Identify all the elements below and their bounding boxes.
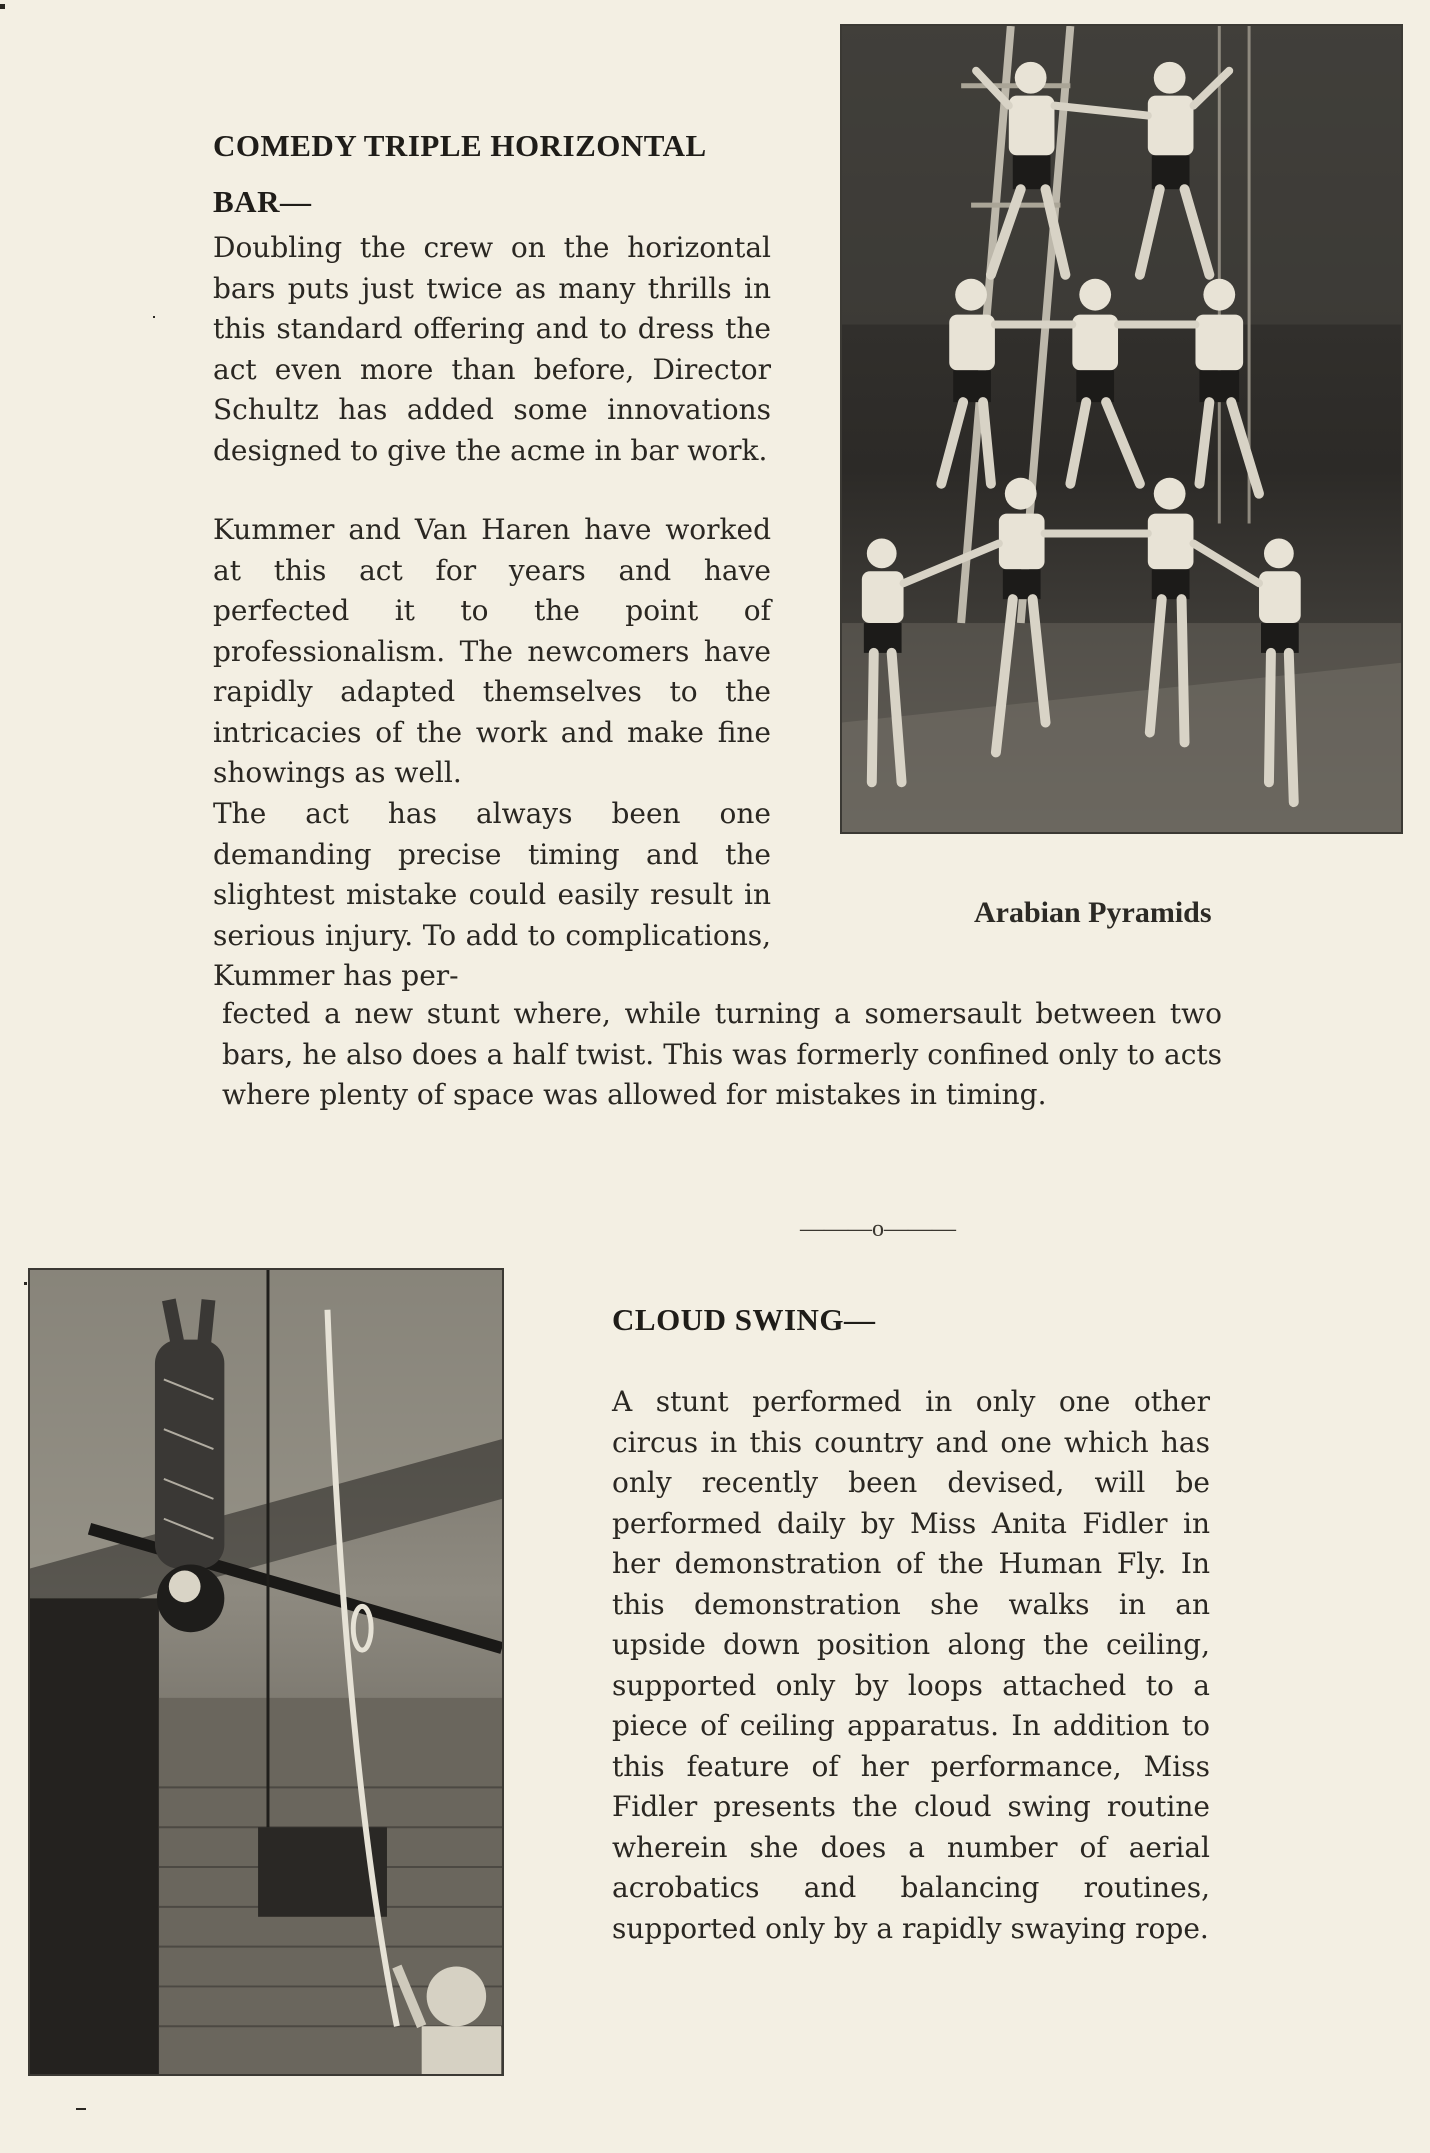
photo-arabian-pyramids bbox=[840, 24, 1403, 834]
paragraph-1: Doubling the crew on the horizontal bars puts just twice as many thrills in this standard offering and to dress the act even more than before, Director Schultz has added some innovations designed to give the acme in bar work. bbox=[213, 231, 771, 467]
heading-line-1: COMEDY TRIPLE HORIZONTAL bbox=[213, 128, 707, 163]
photo-caption-arabian-pyramids: Arabian Pyramids bbox=[974, 896, 1212, 929]
paragraph-3-wide: fected a new stunt where, while turning a somersault between two bars, he also does a half twist. This was formerly confined only to acts where plenty of space was allowed for mistakes in timing. bbox=[222, 997, 1222, 1111]
section-heading-comedy-bar bbox=[213, 118, 783, 230]
print-speck bbox=[153, 316, 155, 318]
photo-arabian-pyramids-image bbox=[842, 26, 1401, 832]
print-speck bbox=[0, 4, 5, 9]
print-speck bbox=[24, 1282, 27, 1285]
print-speck bbox=[76, 2108, 86, 2110]
section-divider: ———o——— bbox=[800, 1216, 956, 1242]
paragraph-3-narrow: The act has always been one demanding precise timing and the slightest mistake could easily result in serious injury. To add to complications, Kummer has per- bbox=[213, 797, 771, 992]
paragraph-cloud-swing: A stunt performed in only one other circus in this country and one which has only recently been devised, will be performed daily by Miss Anita Fidler in her demonstration of the Human Fly. In this demonstration she walks in an upside down position along the ceiling, supported only by loops attached to a piece of ceiling apparatus. In addition to this feature of her performance, Miss Fidler presents the cloud swing routine wherein she does a number of aerial acrobatics and balancing routines, supported only by a rapidly swaying rope. bbox=[612, 1385, 1210, 1945]
paragraph-2: Kummer and Van Haren have worked at this act for years and have perfected it to the point of professionalism. The newcomers have rapidly adapted themselves to the intricacies of the work and make fine showings as well. bbox=[213, 513, 771, 789]
heading-line-2: BAR— bbox=[213, 184, 312, 219]
section-heading-cloud-swing: CLOUD SWING— bbox=[612, 1302, 876, 1337]
photo-cloud-swing-image bbox=[30, 1270, 502, 2074]
photo-cloud-swing bbox=[28, 1268, 504, 2076]
